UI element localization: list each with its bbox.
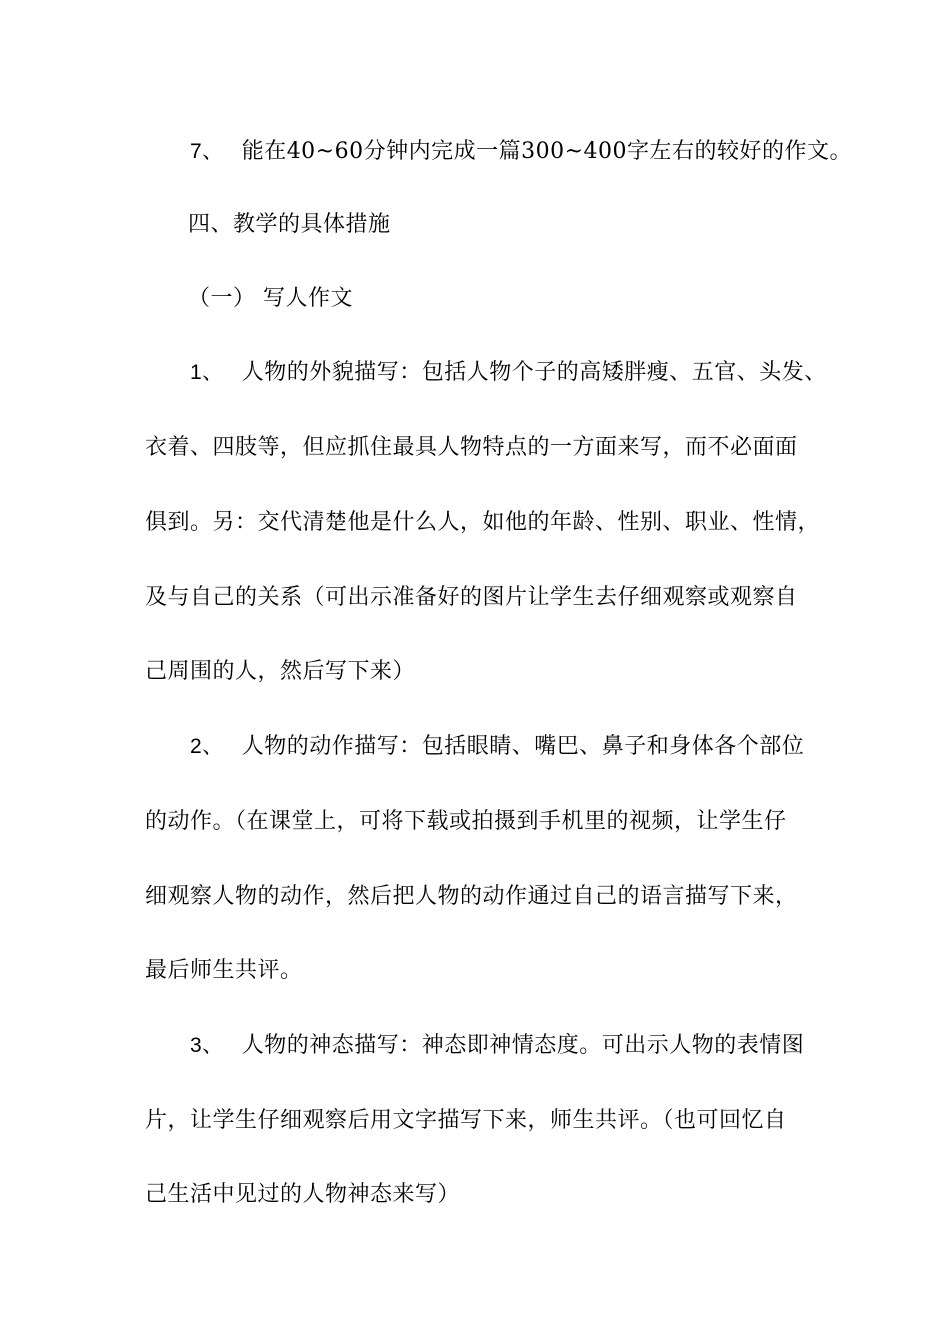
- paragraph-2-line-3: [145, 882, 845, 912]
- paragraph-3-line-2: [145, 1106, 845, 1136]
- paragraph-1-line-4: [145, 583, 845, 613]
- subheading-text: （一） 写人作文: [188, 286, 353, 311]
- line-text: 最后师生共评。: [145, 958, 303, 983]
- paragraph-2-line-1: [190, 732, 890, 762]
- section-heading: [188, 210, 888, 240]
- paragraph-2-line-4: [145, 956, 845, 986]
- list-number: 3、: [190, 1034, 224, 1057]
- paragraph-1-line-1: [190, 358, 890, 388]
- paragraph-3-line-3: [145, 1180, 845, 1210]
- line-text: 衣着、四肢等，但应抓住最具人物特点的一方面来写，而不必面面: [145, 435, 798, 460]
- line-text: 能在40~60分钟内完成一篇300~400字左右的较好的作文。: [241, 139, 853, 164]
- line-text: 己周围的人，然后写下来）: [145, 659, 416, 684]
- line-text: 片，让学生仔细观察后用文字描写下来，师生共评。（也可回忆自: [145, 1108, 787, 1133]
- line-text: 人物的外貌描写：包括人物个子的高矮胖瘦、五官、头发、: [241, 360, 827, 385]
- list-number: 1、: [190, 361, 224, 384]
- line-text: 的动作。（在课堂上，可将下载或拍摄到手机里的视频，让学生仔: [145, 809, 787, 834]
- line-text: 及与自己的关系（可出示准备好的图片让学生去仔细观察或观察自: [145, 585, 798, 610]
- line-text: 己生活中见过的人物神态来写）: [145, 1182, 461, 1207]
- paragraph-7-line-1: [190, 137, 890, 167]
- paragraph-3-line-1: [190, 1031, 890, 1061]
- line-text: 俱到。另：交代清楚他是什么人，如他的年龄、性别、职业、性情，: [145, 510, 821, 535]
- line-text: 人物的动作描写：包括眼睛、嘴巴、鼻子和身体各个部位: [241, 734, 805, 759]
- line-text: 人物的神态描写：神态即神情态度。可出示人物的表情图: [241, 1033, 805, 1058]
- heading-text: 四、教学的具体措施: [188, 212, 391, 237]
- list-number: 7、: [190, 140, 224, 163]
- paragraph-2-line-2: [145, 807, 845, 837]
- paragraph-1-line-5: [145, 657, 845, 687]
- line-text: 细观察人物的动作，然后把人物的动作通过自己的语言描写下来，: [145, 884, 798, 909]
- paragraph-1-line-2: [145, 433, 845, 463]
- list-number: 2、: [190, 735, 224, 758]
- subsection-heading: [188, 284, 888, 314]
- paragraph-1-line-3: [145, 508, 845, 538]
